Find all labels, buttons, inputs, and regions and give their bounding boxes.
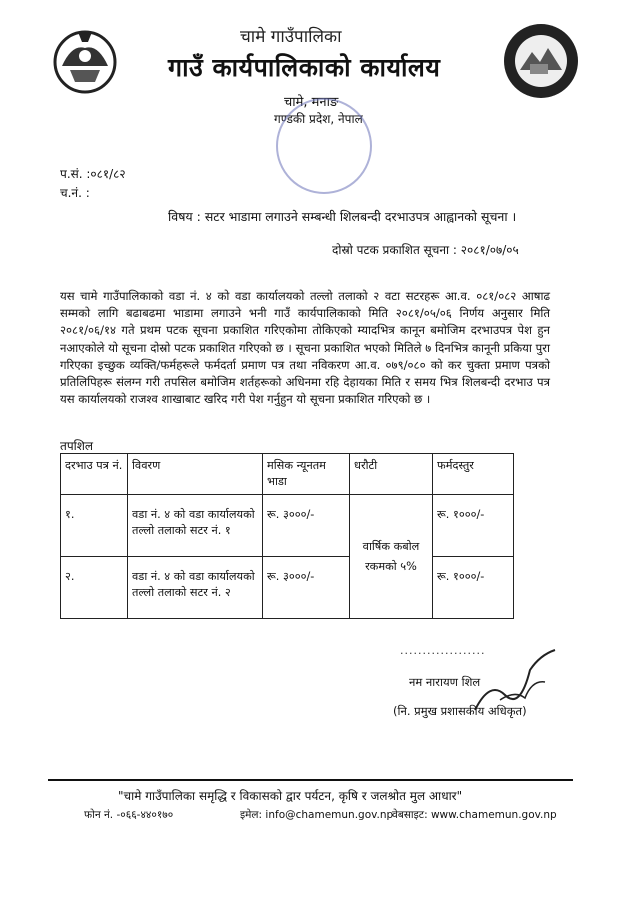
signatory-title: (नि. प्रमुख प्रशासकीय अधिकृत) bbox=[393, 704, 527, 718]
dispatch-number: च.नं. : bbox=[60, 186, 90, 200]
header-deposit: धरौटी bbox=[350, 454, 433, 495]
row-form-fee: रू. १०००/- bbox=[433, 557, 514, 619]
header-form-fee: फर्मदस्तुर bbox=[433, 454, 514, 495]
footer-motto: "चामे गाउँपालिका समृद्धि र विकासको द्वार पर्यटन, कृषि र जलश्रोत मुल आधार" bbox=[118, 789, 463, 803]
office-province: गण्डकी प्रदेश, नेपाल bbox=[274, 112, 363, 126]
row-description: वडा नं. ४ को वडा कार्यालयको तल्लो तलाको सटर नं. १ bbox=[128, 495, 263, 557]
reference-number: प.सं. :०८१/८२ bbox=[60, 167, 126, 181]
municipality-logo-icon bbox=[502, 22, 580, 100]
office-name: गाउँ कार्यपालिकाको कार्यालय bbox=[168, 53, 441, 82]
row-rent: रू. ३०००/- bbox=[263, 495, 350, 557]
header-description: विवरण bbox=[128, 454, 263, 495]
table-header-row bbox=[61, 454, 514, 495]
row-deposit: वार्षिक कबोल रकमको ५% bbox=[350, 495, 433, 619]
notice-body: यस चामे गाउँपालिकाको वडा नं. ४ को वडा कार्यालयको तल्लो तलाको २ वटा सटरहरू आ.व. ०८१/०८२ आषाढ सम्मको लागि बढाबढमा भाडामा लगाउने भनी गाउँ कार्यपालिकाको मिति २०८१/०५/०६ निर्णय अनुसार मिति २०८१/०६/१४ गते प्रथम पटक सूचना प्रकाशित गरिएकोमा तोकिएको म्यादभित्र कानून बमोजिम दरभाउपत्र पेश हुन नआएकोले यो सूचना दोस्रो पटक प्रकाशित गरिएको छ । सूचना प्रकाशित भएको मितिले ७ दिनभित्र कानूनी प्रकिया पुरा गरिएका इच्छुक व्यक्ति/फर्महरूले फर्मदर्ता प्रमाण पत्र तथा नविकरण आ.व. ०७९/०८० को कर चुक्ता प्रमाण पत्रको प्रतिलिपिहरू संलग्न गरी तपसिल बमोजिम शर्तहरूको अधिनमा रहि देहायका मिति र समय भित्र शिलबन्दी दरभाउ पत्र यस कार्यालयको राजश्व शाखाबाट खरिद गरी पेश गर्नुहुन यो सूचना प्रकाशित गरिएको छ । bbox=[60, 289, 550, 407]
header-rent: मसिक न्यूनतम भाडा bbox=[263, 454, 350, 495]
row-form-fee: रू. १०००/- bbox=[433, 495, 514, 557]
row-description: वडा नं. ४ को वडा कार्यालयको तल्लो तलाको सटर नं. २ bbox=[128, 557, 263, 619]
footer-website[interactable]: वेबसाइट: www.chamemun.gov.np bbox=[392, 809, 557, 821]
details-label: तपशिल bbox=[60, 439, 94, 453]
signatory-name: नम नारायण शिल bbox=[409, 675, 481, 689]
row-rent: रू. ३०००/- bbox=[263, 557, 350, 619]
footer-phone: फोन नं. -०६६-४४०१७० bbox=[84, 809, 174, 821]
row-bid-no: १. bbox=[61, 495, 128, 557]
office-place: चामे, मनाङ bbox=[284, 95, 339, 110]
bid-table bbox=[60, 453, 514, 619]
table-row bbox=[61, 557, 514, 619]
table-row bbox=[61, 495, 514, 557]
footer-divider bbox=[48, 779, 573, 781]
row-bid-no: २. bbox=[61, 557, 128, 619]
notice-subject: विषय : सटर भाडामा लगाउने सम्बन्धी शिलबन्दी दरभाउपत्र आह्वानको सूचना । bbox=[168, 209, 517, 224]
second-publication-date: दोस्रो पटक प्रकाशित सूचना : २०८१/०७/०५ bbox=[332, 243, 519, 257]
signature-line: ................... bbox=[400, 644, 486, 657]
footer-email[interactable]: इमेल: info@chamemun.gov.np bbox=[240, 809, 394, 821]
municipality-name: चामे गाउँपालिका bbox=[240, 27, 342, 47]
nepal-emblem-icon bbox=[48, 22, 122, 96]
header-bid-no: दरभाउ पत्र नं. bbox=[61, 454, 128, 495]
office-stamp bbox=[276, 98, 372, 194]
